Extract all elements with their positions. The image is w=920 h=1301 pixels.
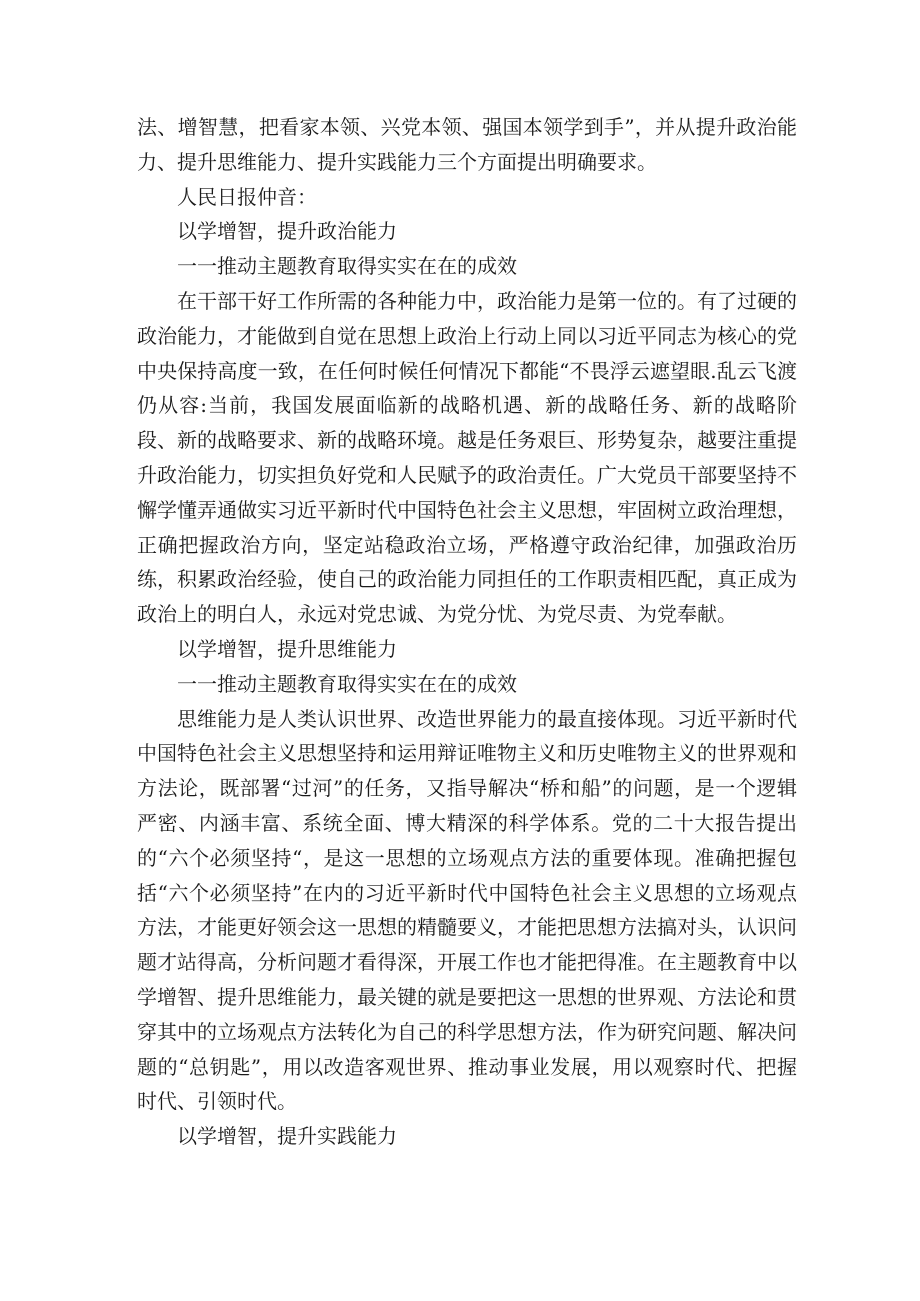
document-body xyxy=(137,110,797,1154)
section-heading-political: 以学增智，提升政治能力 xyxy=(177,219,397,244)
paragraph-thinking: 思维能力是人类认识世界、改造世界能力的最直接体现。习近平新时代中国特色社会主义思想坚持和运用辩证唯物主义和历史唯物主义的世界观和方法论，既部署“过河”的任务，又指导解决“桥和船”的问题，是一个逻辑严密、内涵丰富、系统全面、博大精深的科学体系。党的二十大报告提出的“六个必须坚持“，是这一思想的立场观点方法的重要体现。准确把握包括“六个必须坚持”在内的习近平新时代中国特色社会主义思想的立场观点方法，才能更好领会这一思想的精髓要义，才能把思想方法搞对头，认识问题才站得高，分析问题才看得深，开展工作也才能把得准。在主题教育中以学增智、提升思维能力，最关键的就是要把这一思想的世界观、方法论和贯穿其中的立场观点方法转化为自己的科学思想方法，作为研究问题、解决问题的“总钥匙”，用以改造客观世界、推动事业发展，用以观察时代、把握时代、引领时代。 xyxy=(137,706,797,1114)
paragraph-continuation: 法、增智慧，把看家本领、兴党本领、强国本领学到手”，并从提升政治能力、提升思维能力、提升实践能力三个方面提出明确要求。 xyxy=(137,115,797,174)
source-line: 人民日报仲音： xyxy=(177,184,317,209)
paragraph-political: 在干部干好工作所需的各种能力中，政治能力是第一位的。有了过硬的政治能力，才能做到自觉在思想上政治上行动上同以习近平同志为核心的党中央保持高度一致，在任何时候任何情况下都能“不畏浮云遮望眼.乱云飞渡仍从容:当前，我国发展面临新的战略机遇、新的战略任务、新的战略阶段、新的战略要求、新的战略环境。越是任务艰巨、形势复杂，越要注重提升政治能力，切实担负好党和人民赋予的政治责任。广大党员干部要坚持不懈学懂弄通做实习近平新时代中国特色社会主义思想，牢固树立政治理想，正确把握政治方向，坚定站稳政治立场，严格遵守政治纪律，加强政治历练，积累政治经验，使自己的政治能力同担任的工作职责相匹配，真正成为政治上的明白人，永远对党忠诚、为党分忧、为党尽责、为党奉献。 xyxy=(137,288,797,627)
section-heading-practice: 以学增智，提升实践能力 xyxy=(177,1124,397,1149)
section-subheading-political: 一一推动主题教育取得实实在在的成效 xyxy=(177,254,517,279)
section-subheading-thinking: 一一推动主题教育取得实实在在的成效 xyxy=(177,671,517,696)
section-heading-thinking: 以学增智，提升思维能力 xyxy=(177,636,397,661)
